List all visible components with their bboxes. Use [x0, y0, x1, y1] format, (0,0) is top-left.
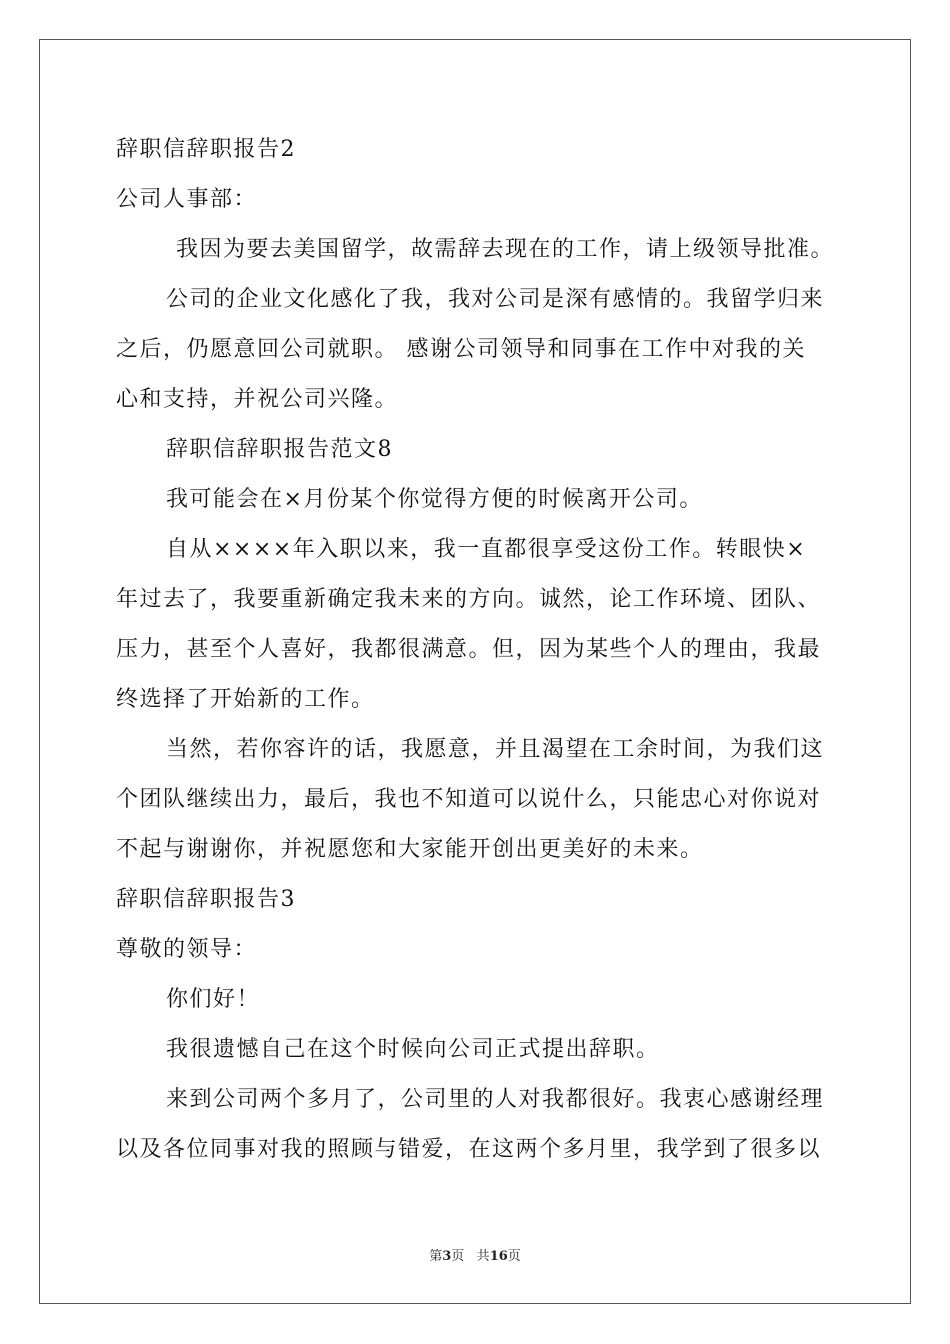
salutation-hr: 公司人事部：	[116, 187, 258, 212]
page-footer	[0, 1248, 950, 1266]
paragraph-line: 之后，仍愿意回公司就职。 感谢公司领导和同事在工作中对我的关	[116, 337, 806, 362]
section-title-3: 辞职信辞职报告3	[116, 887, 296, 912]
paragraph-line: 我可能会在×月份某个你觉得方便的时候离开公司。	[166, 487, 703, 512]
paragraph-line: 自从××××年入职以来，我一直都很享受这份工作。转眼快×	[166, 537, 807, 562]
total-suffix: 页	[507, 1249, 521, 1264]
paragraph-line: 个团队继续出力，最后，我也不知道可以说什么，只能忠心对你说对	[116, 787, 822, 812]
paragraph-line: 来到公司两个多月了，公司里的人对我都很好。我衷心感谢经理	[166, 1087, 825, 1112]
paragraph-line: 以及各位同事对我的照顾与错爱，在这两个多月里，我学到了很多以	[116, 1137, 822, 1162]
paragraph-line: 我因为要去美国留学，故需辞去现在的工作，请上级领导批准。	[176, 237, 835, 262]
paragraph-line: 压力，甚至个人喜好，我都很满意。但，因为某些个人的理由，我最	[116, 637, 822, 662]
greeting-line: 你们好！	[166, 987, 261, 1012]
paragraph-line: 年过去了，我要重新确定我未来的方向。诚然，论工作环境、团队、	[116, 587, 822, 612]
page-suffix: 页	[451, 1249, 465, 1264]
paragraph-line: 终选择了开始新的工作。	[116, 687, 375, 712]
section-title-2: 辞职信辞职报告2	[116, 137, 296, 162]
page-border	[39, 39, 911, 1304]
salutation-leader: 尊敬的领导：	[116, 937, 258, 962]
paragraph-line: 不起与谢谢你，并祝愿您和大家能开创出更美好的未来。	[116, 837, 704, 862]
paragraph-line: 当然，若你容许的话，我愿意，并且渴望在工余时间，为我们这	[166, 737, 825, 762]
page-number: 3	[442, 1249, 452, 1264]
page-prefix: 第	[429, 1249, 443, 1264]
section-title-sample-8: 辞职信辞职报告范文8	[166, 437, 393, 462]
paragraph-line: 公司的企业文化感化了我，我对公司是深有感情的。我留学归来	[166, 287, 825, 312]
paragraph-line: 心和支持，并祝公司兴隆。	[116, 387, 399, 412]
paragraph-line: 我很遗憾自己在这个时候向公司正式提出辞职。	[166, 1037, 660, 1062]
total-pages: 16	[489, 1249, 508, 1264]
total-prefix: 共	[476, 1249, 490, 1264]
